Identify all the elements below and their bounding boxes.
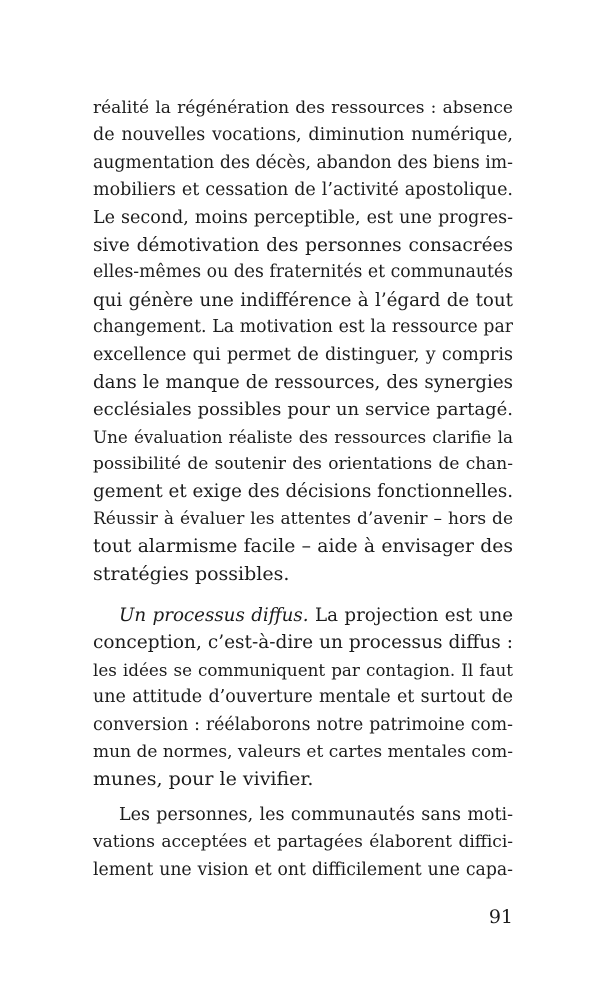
text-line: dans le manque de ressources, des synergies — [93, 371, 513, 393]
text-line: changement. La motivation est la ressource par — [93, 317, 513, 338]
text-line: les idées se communiquent par contagion. Il faut — [93, 659, 513, 680]
text-line: une attitude d’ouverture mentale et surtout de — [93, 687, 513, 708]
text-line: réalité la régénération des ressources : absence — [93, 98, 513, 118]
body-text — [93, 95, 513, 884]
paragraph-spacer — [93, 794, 513, 802]
paragraph-2 — [93, 602, 513, 794]
text-line: ecclésiales possibles pour un service partagé. — [93, 399, 513, 421]
text-line — [93, 602, 513, 629]
text-line: augmentation des décès, abandon des biens im- — [93, 152, 513, 173]
text-line: gement et exige des décisions fonctionnelles. — [93, 481, 513, 503]
text-line: conception, c’est-à-dire un processus diffus : — [93, 632, 513, 654]
text-line: mobiliers et cessation de l’activité apostolique. — [93, 180, 513, 201]
text-line: elles-mêmes ou des fraternités et communautés — [93, 262, 513, 283]
page-number: 91 — [488, 906, 513, 928]
text-line: Le second, moins perceptible, est une progres- — [93, 207, 513, 228]
text-line: mun de normes, valeurs et cartes mentales com- — [93, 741, 513, 762]
section-lead-italic: Un processus diffus. — [119, 605, 309, 627]
paragraph-spacer — [93, 588, 513, 602]
text-line: stratégies possibles. — [93, 562, 290, 585]
paragraph-3 — [93, 802, 513, 884]
text-line: tout alarmisme facile – aide à envisager des — [93, 536, 513, 558]
text-line: Une évaluation réaliste des ressources clarifie la — [93, 426, 513, 447]
text-line: munes, pour le vivifier. — [93, 768, 314, 791]
paragraph-1 — [93, 95, 513, 588]
text-line: Réussir à évaluer les attentes d’avenir – hors de — [93, 508, 513, 529]
text-line: excellence qui permet de distinguer, y compris — [93, 344, 513, 365]
text-line: Les personnes, les communautés sans moti- — [119, 804, 513, 825]
text-line: sive démotivation des personnes consacrées — [93, 234, 513, 256]
text-line: vations acceptées et partagées élaborent diffici- — [93, 832, 513, 853]
text-line: conversion : réélaborons notre patrimoine com- — [93, 714, 513, 735]
text-line: lement une vision et ont difficilement une capa- — [93, 859, 513, 880]
text-line: possibilité de soutenir des orientations de chan- — [93, 454, 513, 475]
text-line: qui génère une indifférence à l’égard de tout — [93, 289, 513, 311]
text-line-rest: La projection est une — [308, 605, 514, 627]
text-line: de nouvelles vocations, diminution numérique, — [93, 125, 513, 146]
